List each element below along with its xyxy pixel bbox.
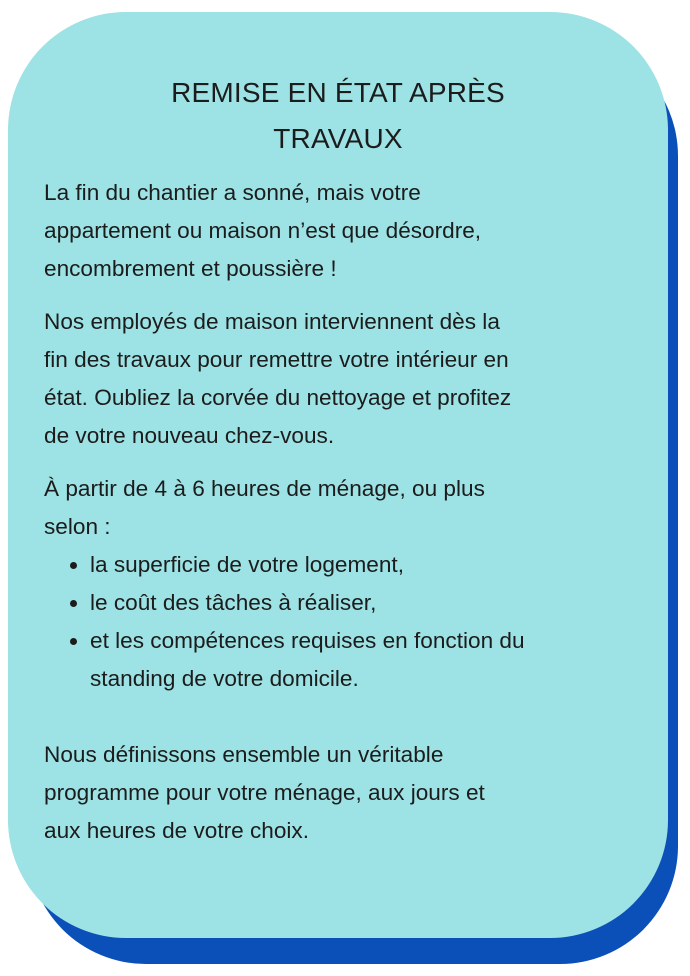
text-line: appartement ou maison n’est que désordre,	[44, 218, 482, 243]
text-line: La fin du chantier a sonné, mais votre	[44, 180, 421, 205]
text-line: de votre nouveau chez-vous.	[44, 423, 335, 448]
text-line: programme pour votre ménage, aux jours et	[44, 780, 485, 805]
text-line: selon :	[44, 514, 111, 539]
card-title-line-2: TRAVAUX	[273, 123, 403, 154]
closing-paragraph	[44, 736, 644, 850]
card-title	[8, 70, 668, 162]
duration-paragraph	[44, 470, 644, 546]
list-item-text: et les compétences requises en fonction du	[90, 628, 525, 653]
list-item-text: standing de votre domicile.	[90, 666, 359, 691]
card-body	[44, 174, 644, 865]
text-line: aux heures de votre choix.	[44, 818, 310, 843]
text-line: Nous définissons ensemble un véritable	[44, 742, 444, 767]
service-paragraph	[44, 303, 644, 455]
info-card	[8, 12, 668, 938]
list-item-text: le coût des tâches à réaliser,	[90, 590, 377, 615]
list-item	[44, 622, 644, 698]
bullet-icon	[70, 638, 77, 645]
list-item-text: la superficie de votre logement,	[90, 552, 404, 577]
text-line: état. Oubliez la corvée du nettoyage et profitez	[44, 385, 512, 410]
text-line: fin des travaux pour remettre votre intérieur en	[44, 347, 509, 372]
card-title-line-1: REMISE EN ÉTAT APRÈS	[171, 77, 505, 108]
intro-paragraph	[44, 174, 644, 288]
bullet-icon	[70, 562, 77, 569]
text-line: À partir de 4 à 6 heures de ménage, ou plus	[44, 476, 485, 501]
criteria-list	[44, 546, 644, 698]
text-line: Nos employés de maison interviennent dès la	[44, 309, 500, 334]
text-line: encombrement et poussière !	[44, 256, 337, 281]
bullet-icon	[70, 600, 77, 607]
list-item	[44, 584, 644, 622]
list-item	[44, 546, 644, 584]
spacer	[44, 698, 644, 736]
